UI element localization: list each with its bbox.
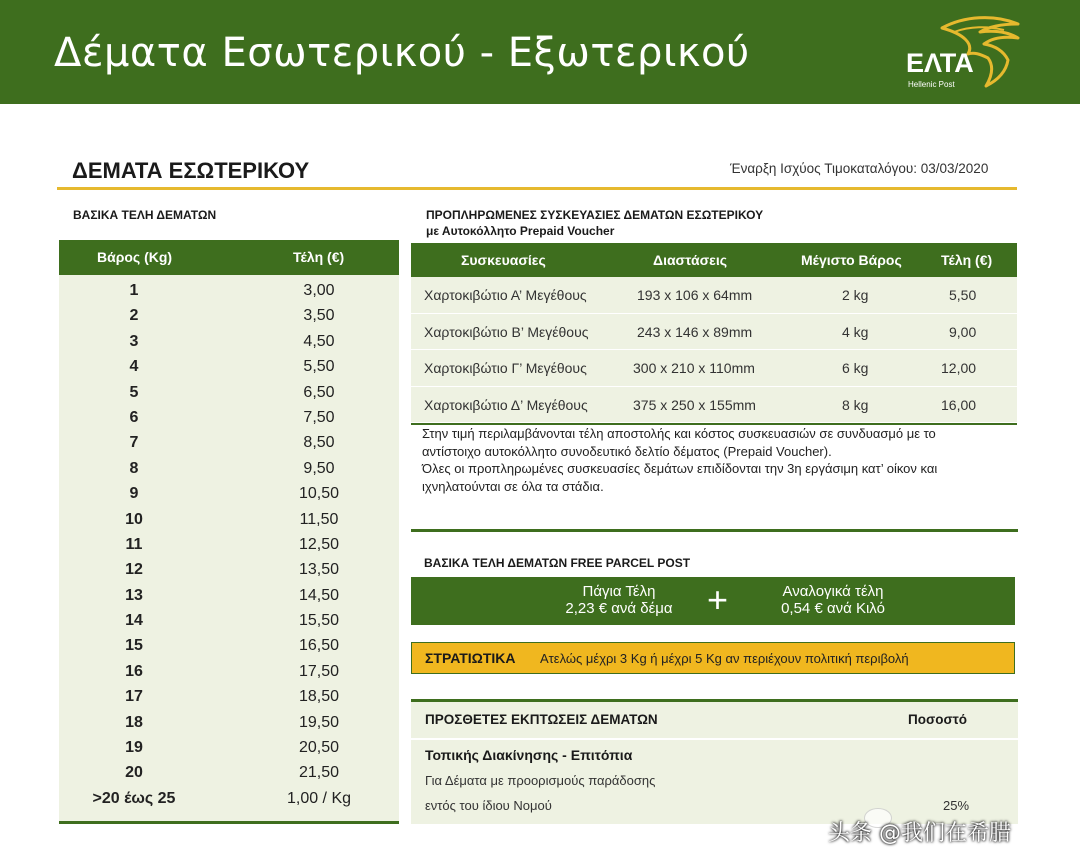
effective-date: Έναρξη Ισχύος Τιμοκαταλόγου: 03/03/2020 <box>730 161 989 176</box>
table-row <box>59 790 399 815</box>
gold-divider <box>57 187 1017 190</box>
weight-cell: 2 <box>129 307 139 325</box>
fee-cell: 15,50 <box>298 612 340 630</box>
variable-fee-block <box>733 583 933 617</box>
weight-cell: 16 <box>125 662 143 680</box>
table-row <box>59 764 399 789</box>
discounts-title: ΠΡΟΣΘΕΤΕΣ ΕΚΠΤΩΣΕΙΣ ΔΕΜΑΤΩΝ <box>425 712 658 727</box>
table-row <box>59 460 399 485</box>
table-row <box>59 714 399 739</box>
table-row <box>59 663 399 688</box>
table-row <box>411 387 1017 424</box>
weight-cell: 15 <box>125 637 143 655</box>
table-row <box>59 587 399 612</box>
fee-cell: 16,00 <box>941 396 977 413</box>
table-row <box>59 637 399 662</box>
col-fee-header: Τέλη (€) <box>293 249 345 265</box>
weight-cell: 3 <box>129 332 139 350</box>
discounts-separator <box>411 738 1018 740</box>
fee-cell: 21,50 <box>298 764 340 782</box>
weight-cell: 6 <box>129 408 139 426</box>
weight-cell: 9 <box>129 485 139 503</box>
package-cell: Χαρτοκιβώτιο Γ’ Μεγέθους <box>424 360 587 376</box>
weight-cell: 11 <box>125 535 143 553</box>
fee-cell: 4,50 <box>303 332 335 350</box>
fee-cell: 18,50 <box>298 688 340 706</box>
weight-cell: 7 <box>129 434 139 452</box>
prepaid-title-line2: με Αυτοκόλλητο Prepaid Voucher <box>426 224 615 238</box>
prepaid-body <box>411 277 1017 425</box>
watermark-text: 头条 @我们在希腊 <box>828 821 1011 846</box>
prepaid-header <box>411 243 1017 277</box>
note-line: Όλες οι προπληρωμένες συσκευασίες δεμάτων επιδίδονται την 3η εργάσιμη κατ’ οίκον και <box>422 461 938 477</box>
fee-cell: 8,50 <box>303 434 335 452</box>
variable-fee-value: 0,54 € ανά Κιλό <box>781 600 885 617</box>
fee-cell: 5,50 <box>949 287 977 303</box>
col-package-header: Συσκευασίες <box>461 252 546 268</box>
fee-cell: 7,50 <box>303 408 335 426</box>
header-banner <box>0 0 1080 104</box>
col-weight-header: Βάρος (Kg) <box>97 249 173 265</box>
table-row <box>59 612 399 637</box>
weight-cell: 13 <box>125 586 143 604</box>
weight-cell: 5 <box>129 383 139 401</box>
discount-value: 25% <box>943 798 970 813</box>
max-weight-cell: 2 kg <box>842 287 869 303</box>
max-weight-cell: 4 kg <box>842 323 869 340</box>
fixed-fee-value: 2,23 € ανά δέμα <box>565 600 673 617</box>
fee-cell: 10,50 <box>298 485 340 503</box>
watermark <box>820 806 1070 850</box>
table-row <box>59 307 399 332</box>
percent-header: Ποσοστό <box>908 712 967 727</box>
weight-cell: >20 έως 25 <box>92 789 176 807</box>
basic-fees-title: ΒΑΣΙΚΑ ΤΕΛΗ ΔΕΜΑΤΩΝ <box>73 208 217 222</box>
logo-text: ΕΛΤΑ <box>906 48 974 78</box>
variable-fee-label: Αναλογικά τέλη <box>782 583 884 600</box>
discounts-subtitle: Τοπικής Διακίνησης - Επιτόπια <box>425 747 633 763</box>
table-row <box>59 485 399 510</box>
table-row <box>59 384 399 409</box>
table-row <box>59 536 399 561</box>
fee-cell: 5,50 <box>303 358 335 376</box>
weight-cell: 17 <box>125 688 143 706</box>
prepaid-note <box>422 425 1012 495</box>
dimensions-cell: 243 x 146 x 89mm <box>637 323 753 340</box>
elta-logo <box>900 14 1030 94</box>
discount-description: Για Δέματα με προορισμούς παράδοσης <box>425 773 656 788</box>
fee-cell: 6,50 <box>303 383 335 401</box>
weight-cell: 8 <box>129 459 139 477</box>
table-row <box>59 561 399 586</box>
prepaid-table <box>411 243 1017 425</box>
green-divider <box>411 529 1018 532</box>
table-row <box>411 350 1017 387</box>
fee-cell: 11,50 <box>299 510 339 528</box>
fee-cell: 9,50 <box>303 459 335 477</box>
prepaid-title <box>426 207 763 239</box>
table-row <box>59 282 399 307</box>
fee-cell: 14,50 <box>298 586 340 604</box>
prepaid-title-line1: ΠΡΟΠΛΗΡΩΜΕΝΕΣ ΣΥΣΚΕΥΑΣΙΕΣ ΔΕΜΑΤΩΝ ΕΣΩΤΕΡΙΚΟΥ <box>426 208 764 222</box>
table-row <box>59 739 399 764</box>
package-cell: Χαρτοκιβώτιο Α’ Μεγέθους <box>424 287 587 303</box>
fixed-fee-label: Πάγια Τέλη <box>582 583 656 600</box>
table-row <box>411 277 1017 314</box>
logo-subtitle: Hellenic Post <box>908 80 955 89</box>
military-box <box>411 642 1015 674</box>
fee-cell: 19,50 <box>298 713 340 731</box>
dimensions-cell: 193 x 106 x 64mm <box>637 287 753 303</box>
table-row <box>411 314 1017 351</box>
discount-description: εντός του ίδιου Νομού <box>425 798 552 813</box>
fee-cell: 1,00 / Kg <box>286 789 352 807</box>
weight-cell: 1 <box>129 282 139 299</box>
fee-cell: 12,00 <box>941 360 977 376</box>
table-row <box>59 333 399 358</box>
plus-icon: + <box>707 579 729 620</box>
table-row <box>59 511 399 536</box>
fee-cell: 9,00 <box>949 323 977 340</box>
fixed-fee-block <box>519 583 719 617</box>
note-line: Στην τιμή περιλαμβάνονται τέλη αποστολής και κόστος συσκευασιών σε συνδυασμό με το <box>422 426 936 441</box>
military-label: ΣΤΡΑΤΙΩΤΙΚΑ <box>425 650 516 666</box>
max-weight-cell: 8 kg <box>842 396 869 413</box>
section-title: ΔΕΜΑΤΑ ΕΣΩΤΕΡΙΚΟΥ <box>72 158 310 183</box>
note-line: ιχνηλατούνται σε όλα τα στάδια. <box>422 478 604 494</box>
weight-cell: 4 <box>129 358 139 376</box>
col-max-weight-header: Μέγιστο Βάρος <box>801 252 902 268</box>
col-dimensions-header: Διαστάσεις <box>653 252 727 268</box>
table-row <box>59 358 399 383</box>
weight-cell: 19 <box>125 739 143 757</box>
weight-cell: 12 <box>125 561 143 579</box>
weight-cell: 20 <box>125 764 143 782</box>
fee-cell: 3,00 <box>303 282 335 299</box>
fee-cell: 3,50 <box>303 307 335 325</box>
dimensions-cell: 375 x 250 x 155mm <box>633 396 756 413</box>
package-cell: Χαρτοκιβώτιο Β’ Μεγέθους <box>424 323 589 340</box>
basic-fees-table <box>59 240 399 824</box>
page-title: Δέματα Εσωτερικού - Εξωτερικού <box>54 30 750 76</box>
table-row <box>59 434 399 459</box>
weight-cell: 14 <box>125 612 143 630</box>
weight-cell: 18 <box>125 713 143 731</box>
fee-cell: 12,50 <box>298 535 340 553</box>
note-line: αντίστοιχο αυτοκόλλητο συνοδευτικό δελτίο δέματος (Prepaid Voucher). <box>422 443 832 459</box>
dimensions-cell: 300 x 210 x 110mm <box>633 360 755 376</box>
military-text: Ατελώς μέχρι 3 Kg ή μέχρι 5 Kg αν περιέχουν πολιτική περιβολή <box>540 651 909 666</box>
free-parcel-title: ΒΑΣΙΚΑ ΤΕΛΗ ΔΕΜΑΤΩΝ FREE PARCEL POST <box>424 556 691 570</box>
table-bottom-rule <box>59 821 399 824</box>
basic-fees-header <box>59 240 399 275</box>
weight-cell: 10 <box>125 510 143 528</box>
col-fee-header: Τέλη (€) <box>941 252 993 268</box>
table-row <box>59 409 399 434</box>
free-parcel-box <box>411 577 1015 625</box>
fee-cell: 20,50 <box>298 739 340 757</box>
basic-fees-body <box>59 275 399 821</box>
max-weight-cell: 6 kg <box>842 360 869 376</box>
table-row <box>59 688 399 713</box>
fee-cell: 13,50 <box>298 561 340 579</box>
fee-cell: 17,50 <box>298 662 340 680</box>
fee-cell: 16,50 <box>298 637 340 655</box>
package-cell: Χαρτοκιβώτιο Δ’ Μεγέθους <box>424 396 588 413</box>
